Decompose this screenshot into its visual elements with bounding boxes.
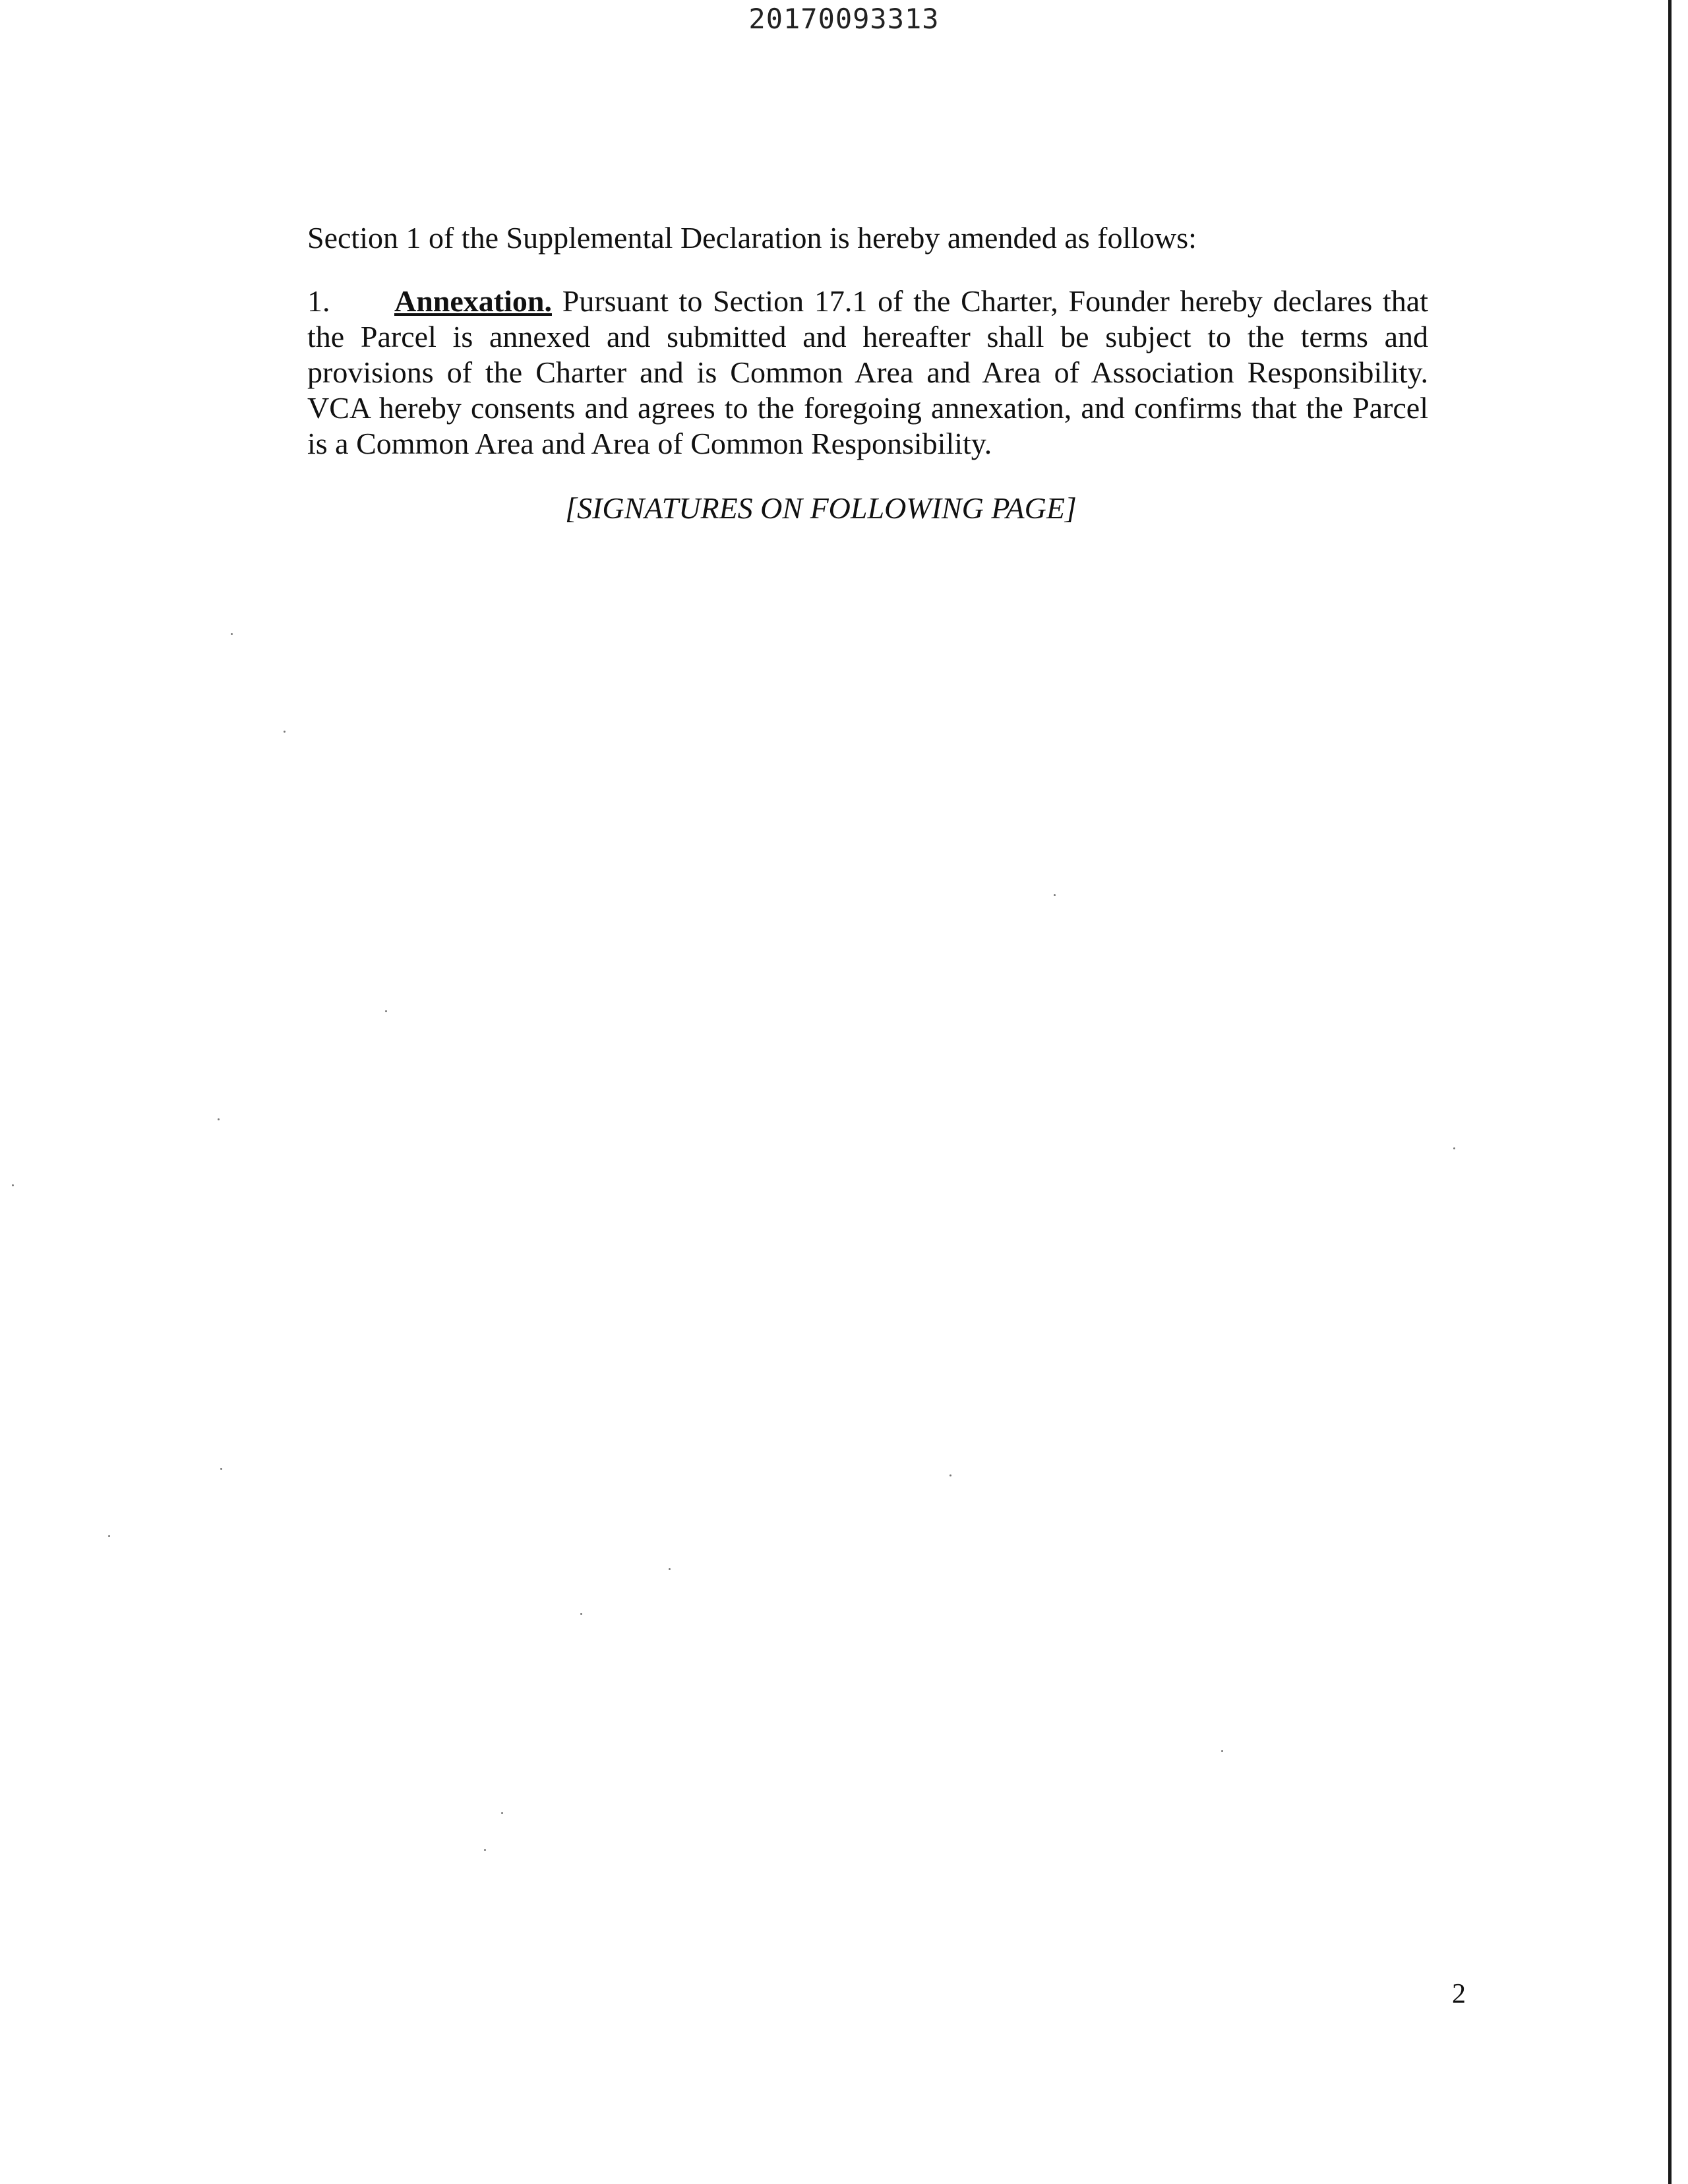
scan-speck [950,1474,951,1476]
scan-speck [231,633,233,635]
scan-speck [580,1613,582,1615]
scan-speck [385,1010,387,1012]
scan-speck [1054,894,1056,896]
scan-speck [669,1568,671,1570]
paragraph-heading: Annexation. [394,284,552,318]
scan-speck [284,731,286,733]
paragraph-text: Pursuant to Section 17.1 of the Charter, Founder hereby declares that the Parcel is annexed and submitted and hereafter shall be subject to the terms and provisions of the Charter and is Common Area and Area of Association Responsibility. VCA hereby consents and agrees to the foregoing annexation, and confirms that the Parcel is a Common Area and Area of Common Responsibility. [307,284,1428,460]
scan-speck [218,1118,220,1120]
scan-speck [501,1812,503,1814]
paragraph-number: 1. [307,284,330,318]
scan-speck [220,1468,222,1470]
intro-text: Section 1 of the Supplemental Declaration is hereby amended as follows: [307,221,1197,255]
scan-speck [484,1849,486,1851]
document-number: 20170093313 [748,3,940,35]
scan-edge-line [1668,0,1672,2184]
scan-speck [12,1184,14,1186]
scan-speck [1453,1147,1455,1149]
scan-speck [108,1535,110,1537]
scan-speck [1221,1750,1223,1752]
annexation-paragraph [307,284,1428,462]
signature-note: [SIGNATURES ON FOLLOWING PAGE] [565,491,1077,525]
page-number: 2 [1452,1979,1466,2009]
